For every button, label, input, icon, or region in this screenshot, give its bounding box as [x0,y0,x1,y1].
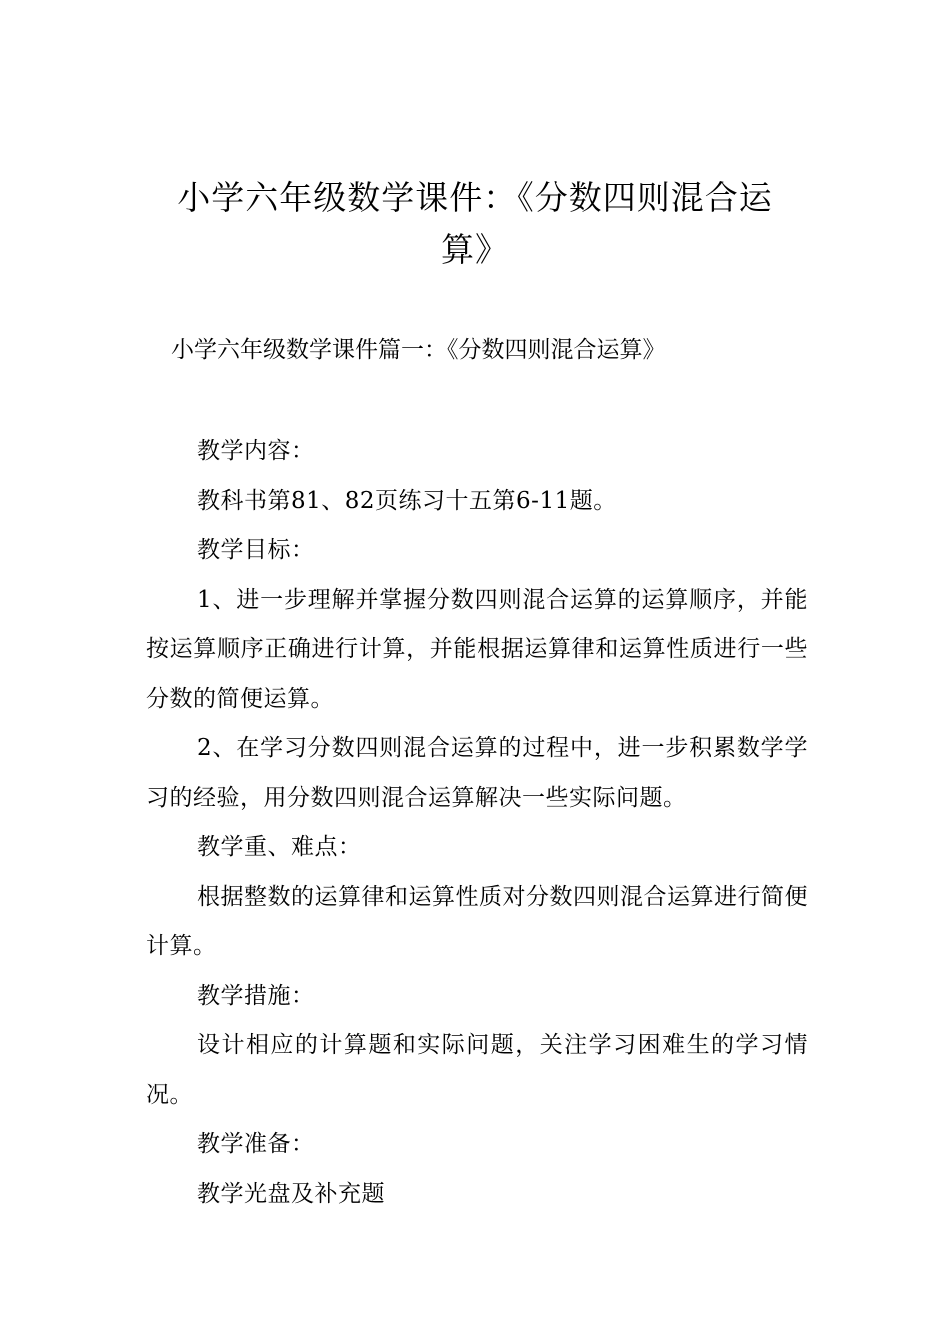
title-line-1: 小学六年级数学课件：《分数四则混合运 [177,178,773,217]
document-subtitle: 小学六年级数学课件篇一：《分数四则混合运算》 [171,337,666,363]
paragraph-teaching-preparation: 教学光盘及补充题 [197,1180,385,1207]
document-body [146,427,808,1219]
heading-key-points: 教学重、难点： [197,834,362,860]
paragraph-goal-2: 2、在学习分数四则混合运算的过程中，进一步积累数学学习的经验，用分数四则混合运算解决一些实际问题。 [146,735,808,811]
paragraph-teaching-measures: 设计相应的计算题和实际问题，关注学习困难生的学习情况。 [146,1032,808,1108]
title-line-2: 算》 [441,230,509,269]
document-title [150,172,800,276]
heading-teaching-measures: 教学措施： [197,982,315,1009]
heading-teaching-goals: 教学目标： [197,537,315,563]
paragraph-textbook-pages: 教科书第81、82页练习十五第6-11题。 [197,487,617,514]
paragraph-goal-1: 1、进一步理解并掌握分数四则混合运算的运算顺序，并能按运算顺序正确进行计算，并能根据运算律和运算性质进行一些分数的简便运算。 [146,586,808,712]
heading-teaching-preparation: 教学准备： [197,1131,315,1157]
paragraph-key-points: 根据整数的运算律和运算性质对分数四则混合运算进行简便计算。 [146,883,808,959]
heading-teaching-content: 教学内容： [197,438,315,464]
